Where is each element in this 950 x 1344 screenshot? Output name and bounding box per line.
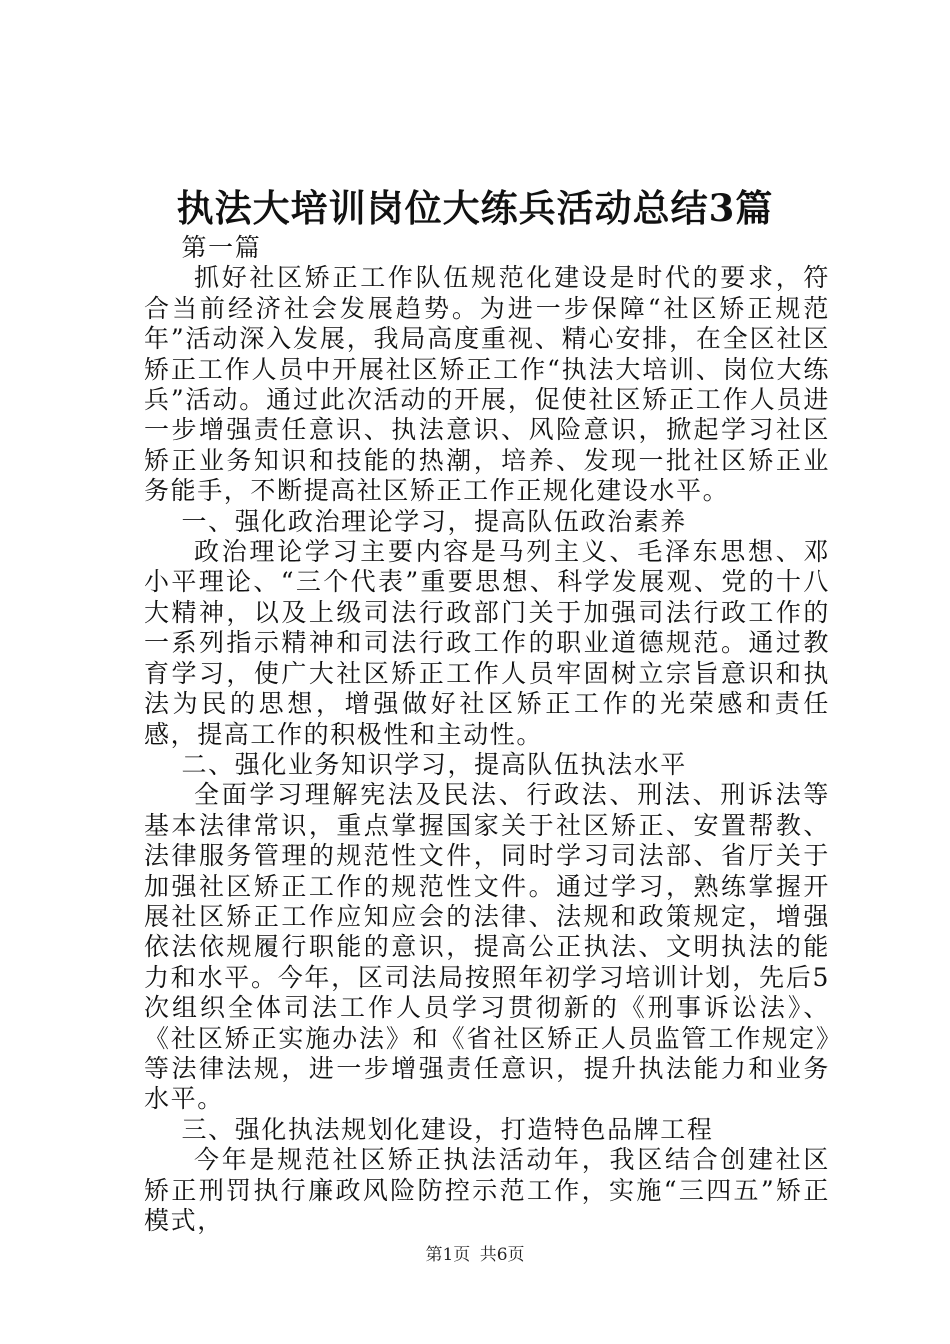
- body-paragraph: 抓好社区矫正工作队伍规范化建设是时代的要求，符合当前经济社会发展趋势。为进一步保障“社区矫正规范年”活动深入发展，我局高度重视、精心安排，在全区社区矫正工作人员中开展社区矫正工作“执法大培训、岗位大练兵”活动。通过此次活动的开展，促使社区矫正工作人员进一步增强责任意识、执法意识、风险意识，掀起学习社区矫正业务知识和技能的热潮，培养、发现一批社区矫正业务能手，不断提高社区矫正工作正规化建设水平。: [144, 263, 830, 506]
- section-heading: 二、强化业务知识学习，提高队伍执法水平: [181, 749, 687, 779]
- body-paragraph: 今年是规范社区矫正执法活动年，我区结合创建社区矫正刑罚执行廉政风险防控示范工作，实施“三四五”矫正模式，: [144, 1145, 830, 1235]
- section-heading: 三、强化执法规划化建设，打造特色品牌工程: [181, 1114, 714, 1144]
- body-paragraph: 政治理论学习主要内容是马列主义、毛泽东思想、邓小平理论、“三个代表”重要思想、科学发展观、党的十八大精神，以及上级司法行政部门关于加强司法行政工作的一系列指示精神和司法行政工作的职业道德规范。通过教育学习，使广大社区矫正工作人员牢固树立宗旨意识和执法为民的思想，增强做好社区矫正工作的光荣感和责任感，提高工作的积极性和主动性。: [144, 537, 830, 749]
- section-heading: 第一篇: [181, 233, 262, 262]
- page-footer: [0, 1243, 950, 1267]
- section-heading: 一、强化政治理论学习，提高队伍政治素养: [181, 506, 687, 536]
- body-paragraph: 全面学习理解宪法及民法、行政法、刑法、刑诉法等基本法律常识，重点掌握国家关于社区矫正、安置帮教、法律服务管理的规范性文件，同时学习司法部、省厅关于加强社区矫正工作的规范性文件。通过学习，熟练掌握开展社区矫正工作应知应会的法律、法规和政策规定，增强依法依规履行职能的意识，提高公正执法、文明执法的能力和水平。今年，区司法局按照年初学习培训计划，先后5次组织全体司法工作人员学习贯彻新的《刑事诉讼法》、《社区矫正实施办法》和《省社区矫正人员监管工作规定》等法律法规，进一步增强责任意识，提升执法能力和业务水平。: [144, 780, 830, 1114]
- document-body: [144, 233, 830, 1236]
- document-title: 执法大培训岗位大练兵活动总结3篇: [176, 186, 774, 230]
- page-number: 第1页: [425, 1245, 471, 1265]
- page-total: 共6页: [479, 1245, 525, 1265]
